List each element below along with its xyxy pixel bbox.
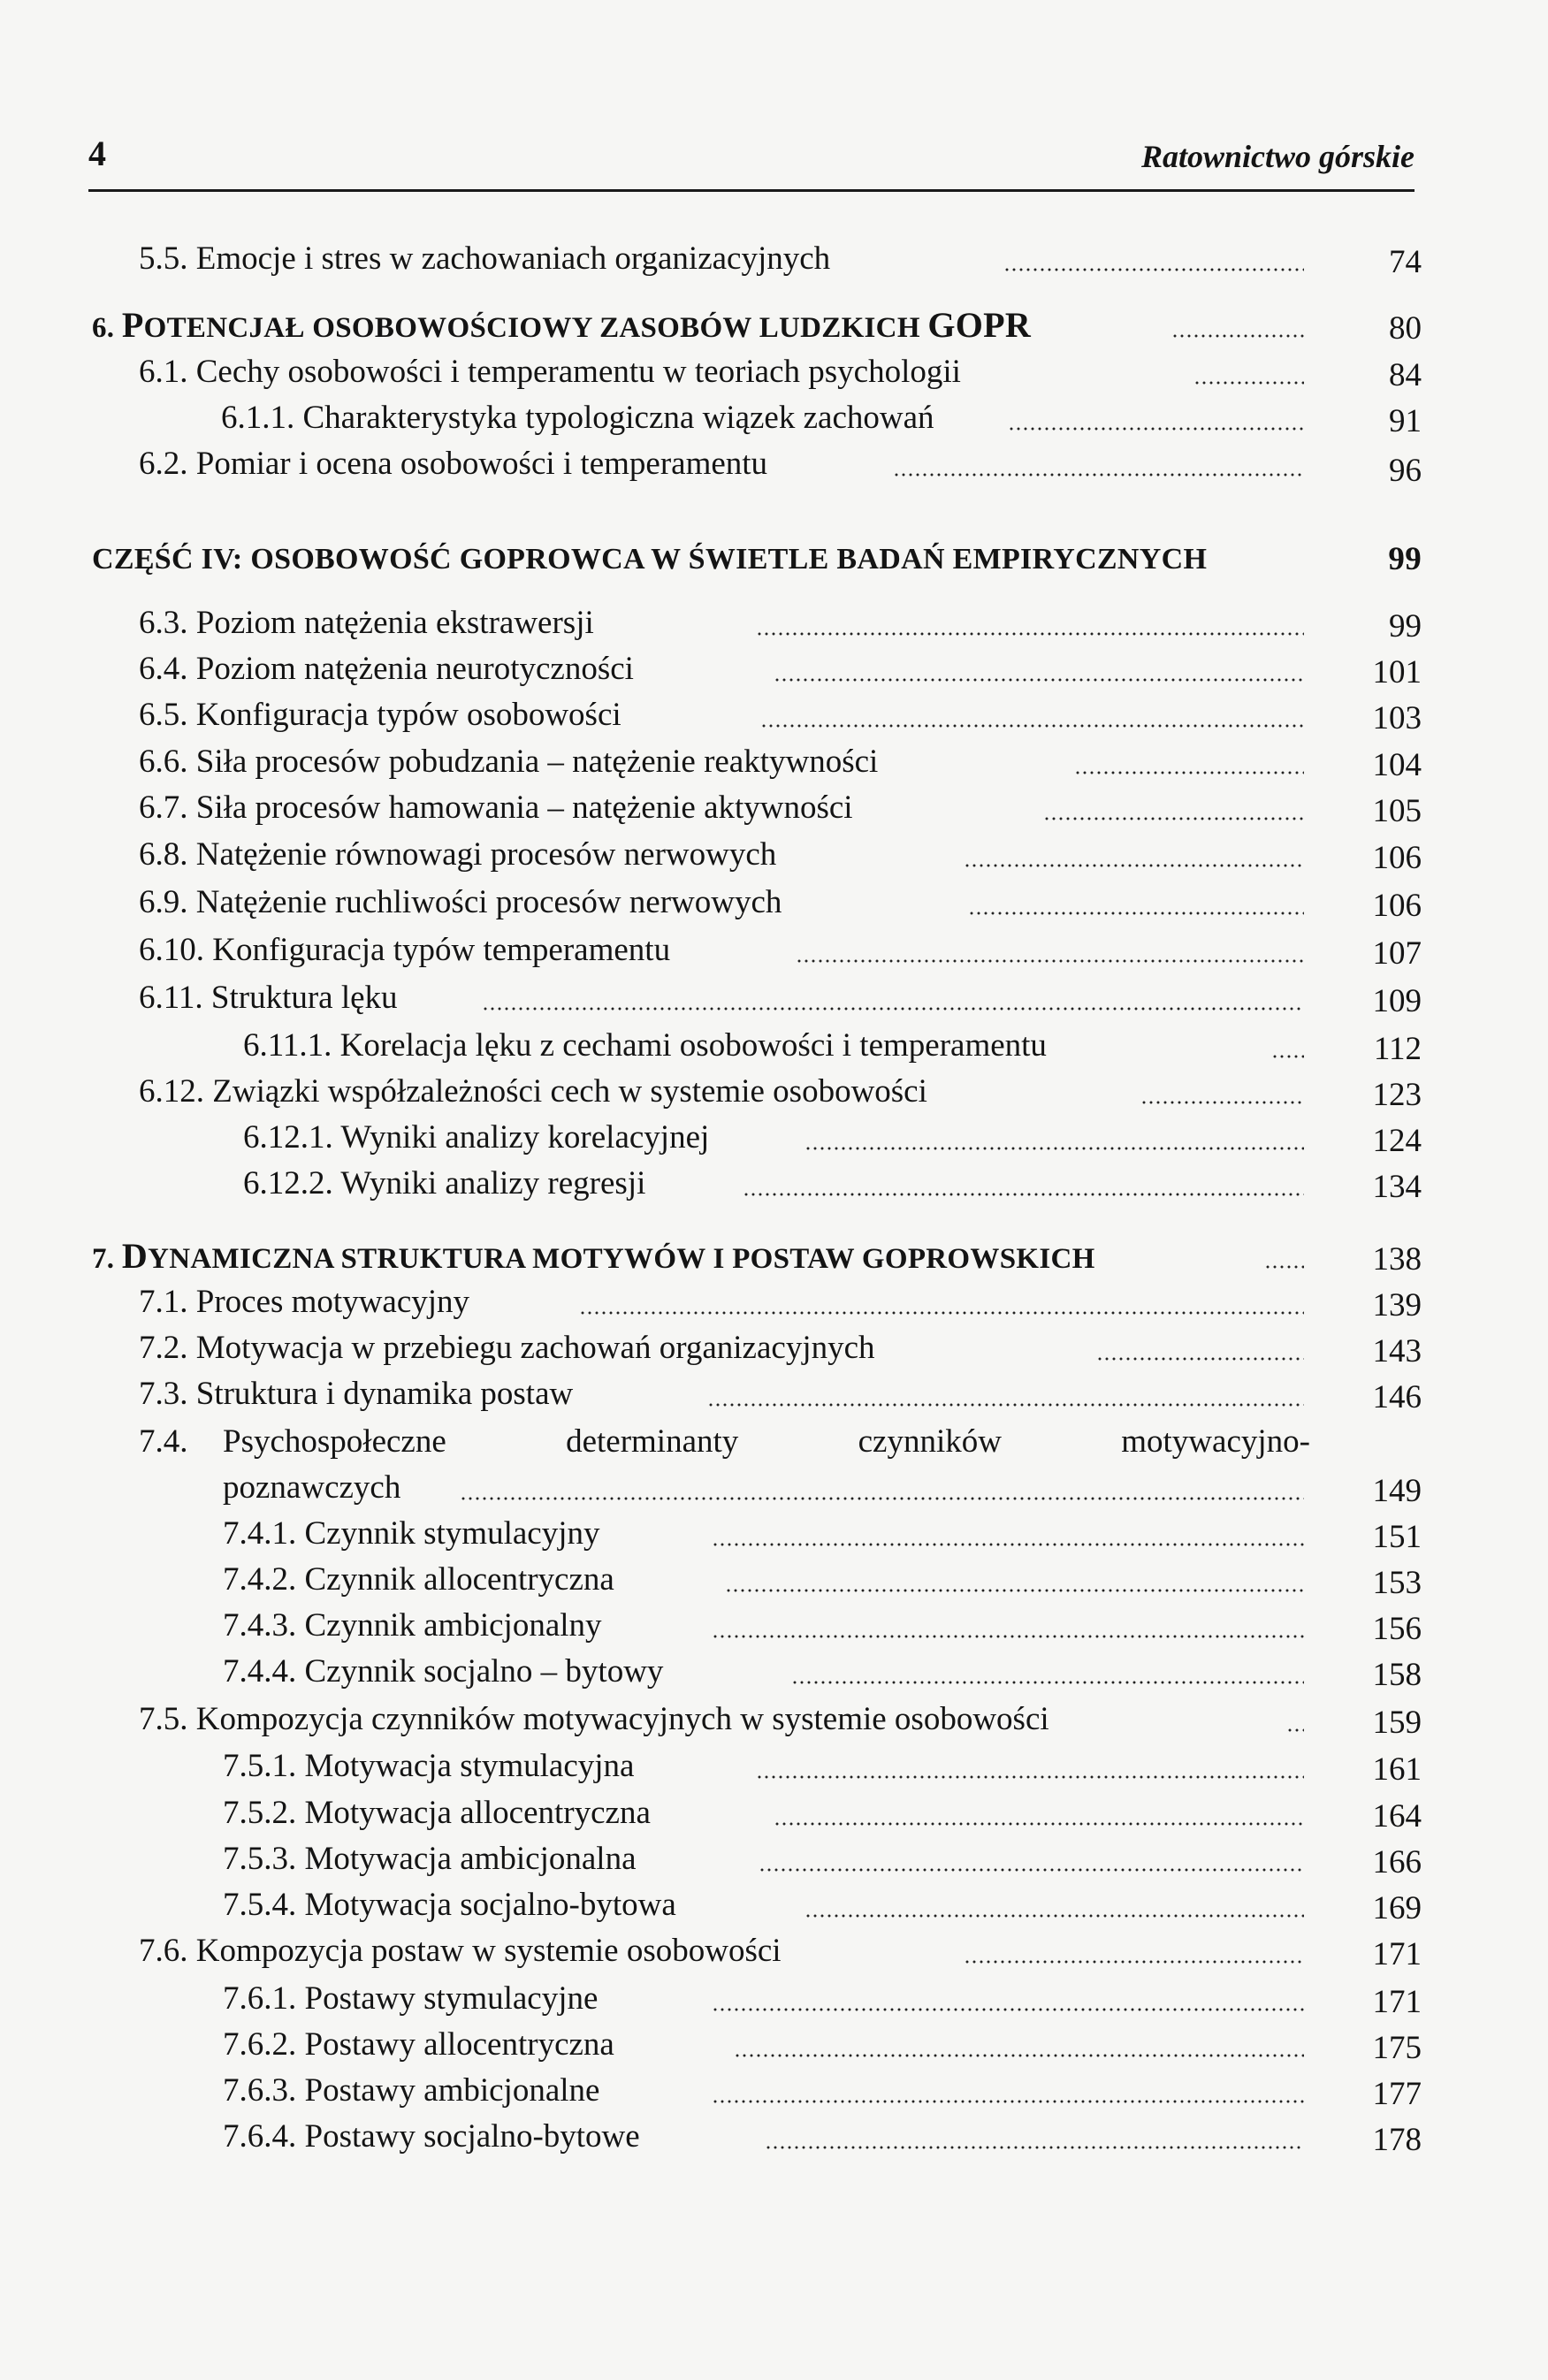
toc-entry-label: Związki współzależności cech w systemie osobowości — [212, 1073, 927, 1110]
toc-entry[interactable] — [223, 1604, 602, 1648]
leader-dots — [1003, 268, 1304, 271]
toc-entry-number: 7. — [92, 1243, 115, 1275]
toc-entry-label: Motywacja ambicjonalna — [304, 1841, 637, 1877]
toc-entry-number: 7.5. — [139, 1701, 188, 1737]
toc-entry-number: 6.11. — [139, 980, 203, 1016]
toc-entry[interactable] — [139, 350, 961, 394]
toc-entry-page: 178 — [1372, 2122, 1422, 2158]
leader-dots — [743, 1193, 1304, 1196]
toc-entry-page: 134 — [1372, 1169, 1422, 1205]
toc-entry[interactable] — [139, 740, 878, 784]
toc-entry[interactable] — [139, 1697, 1049, 1742]
leader-dots — [1264, 1265, 1304, 1269]
toc-entry[interactable] — [139, 1372, 573, 1416]
toc-entry-number: 6.10. — [139, 932, 204, 968]
leader-dots — [1140, 1101, 1304, 1104]
leader-dots — [774, 678, 1304, 682]
toc-entry-label: Siła procesów pobudzania – natężenie reaktywności — [195, 744, 879, 780]
leader-dots — [805, 1147, 1304, 1150]
leader-dots — [791, 1681, 1304, 1684]
toc-entry-number: 7.2. — [139, 1330, 188, 1366]
toc-entry[interactable] — [243, 1024, 1047, 1068]
part-title: CZĘŚĆ IV: OSOBOWOŚĆ GOPROWCA W ŚWIETLE BADAŃ EMPIRYCZNYCH — [92, 543, 1208, 576]
toc-entry-label: Natężenie ruchliwości procesów nerwowych — [195, 884, 782, 920]
toc-entry-page: 159 — [1372, 1705, 1422, 1741]
toc-entry-label: Postawy socjalno-bytowe — [304, 2118, 640, 2155]
toc-entry[interactable] — [223, 2115, 640, 2159]
toc-entry[interactable] — [139, 833, 776, 877]
leader-dots — [712, 1543, 1304, 1546]
toc-entry-label: Konfiguracja typów osobowości — [195, 697, 621, 733]
toc-entry[interactable] — [221, 396, 934, 440]
toc-entry[interactable] — [139, 647, 634, 691]
toc-entry-label: Poziom natężenia ekstrawersji — [195, 605, 594, 641]
toc-entry[interactable] — [139, 1070, 927, 1114]
toc-entry-page: 146 — [1372, 1379, 1422, 1415]
toc-entry-number: 7.4.4. — [223, 1653, 297, 1690]
toc-entry-page: 124 — [1372, 1123, 1422, 1159]
toc-entry-page: 109 — [1372, 983, 1422, 1019]
toc-entry-label[interactable] — [223, 1420, 1310, 1464]
toc-entry-number: 7.6.1. — [223, 1980, 297, 2017]
toc-entry-word: motywacyjno- — [1121, 1423, 1310, 1460]
toc-chapter[interactable] — [92, 1234, 1095, 1278]
toc-entry-number: 7.4.1. — [223, 1515, 297, 1552]
toc-entry[interactable] — [243, 1162, 645, 1206]
toc-entry-number: 7.6.3. — [223, 2072, 297, 2109]
leader-dots — [964, 1960, 1304, 1964]
toc-entry-page: 149 — [1372, 1473, 1422, 1509]
toc-entry-number: 7.4. — [139, 1423, 188, 1460]
toc-entry-page: 84 — [1389, 357, 1422, 393]
chapter-initial: D — [121, 1236, 149, 1276]
toc-entry-label: Wyniki analizy regresji — [340, 1165, 646, 1201]
toc-entry-label: Pomiar i ocena osobowości i temperamentu — [195, 446, 768, 482]
page-number: 4 — [88, 133, 106, 173]
toc-entry-label: Emocje i stres w zachowaniach organizacyjnych — [195, 240, 831, 277]
toc-entry-label: Proces motywacyjny — [195, 1284, 470, 1320]
leader-dots — [712, 2100, 1304, 2103]
toc-entry-number: 7.4.3. — [223, 1607, 297, 1644]
toc-entry-label: Czynnik stymulacyjny — [304, 1515, 600, 1552]
toc-entry-number: 7.6. — [139, 1933, 188, 1969]
toc-entry-label: Wyniki analizy korelacyjnej — [340, 1119, 710, 1156]
leader-dots — [796, 959, 1304, 963]
toc-entry[interactable] — [223, 1977, 598, 2021]
toc-entry-page: 123 — [1372, 1077, 1422, 1113]
toc-entry-number: 7.5.2. — [223, 1795, 297, 1831]
leader-dots — [1096, 1357, 1304, 1361]
toc-entry-label: Motywacja w przebiegu zachowań organizacyjnych — [195, 1330, 875, 1366]
toc-entry-page: 169 — [1372, 1890, 1422, 1926]
leader-dots — [1171, 334, 1304, 338]
toc-entry-label-continued: poznawczych — [223, 1469, 401, 1506]
toc-entry[interactable] — [139, 442, 767, 486]
toc-entry[interactable] — [139, 786, 853, 830]
toc-entry-page: 106 — [1372, 840, 1422, 876]
toc-entry[interactable] — [139, 237, 830, 281]
toc-entry[interactable] — [139, 693, 621, 737]
toc-entry[interactable] — [223, 1650, 663, 1694]
toc-entry-number: 6.9. — [139, 884, 188, 920]
toc-entry[interactable] — [139, 1326, 875, 1370]
toc-entry[interactable] — [223, 1791, 651, 1835]
toc-entry-label: Motywacja socjalno-bytowa — [304, 1887, 676, 1923]
toc-entry-number: 6.3. — [139, 605, 188, 641]
toc-entry-label: Struktura lęku — [210, 980, 398, 1016]
toc-entry-word: determinanty — [566, 1423, 739, 1460]
toc-entry-page: 106 — [1372, 888, 1422, 924]
toc-entry-page: 164 — [1372, 1798, 1422, 1835]
toc-entry-page: 153 — [1372, 1565, 1422, 1601]
toc-entry-page: 96 — [1389, 453, 1422, 489]
toc-entry-label: Postawy allocentryczna — [304, 2026, 614, 2063]
toc-entry-page: 91 — [1389, 403, 1422, 439]
toc-entry[interactable] — [223, 1512, 600, 1556]
running-title: Ratownictwo górskie — [1140, 139, 1415, 174]
toc-entry-label: Czynnik socjalno – bytowy — [304, 1653, 664, 1690]
toc-chapter[interactable] — [92, 303, 1031, 347]
toc-entry[interactable] — [223, 1744, 634, 1789]
toc-entry-number: 6.2. — [139, 446, 188, 482]
toc-entry-label: Korelacja lęku z cechami osobowości i temperamentu — [339, 1027, 1047, 1064]
leader-dots — [964, 864, 1304, 867]
toc-entry-number: 6.12.2. — [243, 1165, 333, 1201]
toc-entry-page: 171 — [1372, 1984, 1422, 2020]
toc-entry-page: 151 — [1372, 1519, 1422, 1555]
leader-dots — [805, 1914, 1304, 1918]
toc-entry-label: Natężenie równowagi procesów nerwowych — [195, 836, 777, 873]
toc-entry-number: 6. — [92, 312, 115, 344]
toc-entry-page: 99 — [1388, 541, 1422, 577]
toc-entry-page: 105 — [1372, 793, 1422, 829]
toc-entry[interactable] — [139, 976, 398, 1020]
toc-entry-label: Kompozycja postaw w systemie osobowości — [195, 1933, 782, 1969]
toc-entry-number: 7.5.3. — [223, 1841, 297, 1877]
leader-dots — [1286, 1728, 1304, 1732]
toc-entry-number: 7.3. — [139, 1376, 188, 1412]
toc-entry-page: 104 — [1372, 747, 1422, 783]
toc-entry-page: 158 — [1372, 1657, 1422, 1693]
toc-entry-number: 7.4.2. — [223, 1561, 297, 1598]
leader-dots — [1193, 381, 1304, 385]
toc-entry-number: 6.11.1. — [243, 1027, 332, 1064]
toc-entry-page: 80 — [1389, 310, 1422, 347]
toc-entry-number: 6.12.1. — [243, 1119, 333, 1156]
toc-entry-label: Cechy osobowości i temperamentu w teoriach psychologii — [195, 354, 961, 390]
toc-entry[interactable] — [223, 1883, 676, 1927]
toc-entry-number: 7.6.4. — [223, 2118, 297, 2155]
toc-entry[interactable] — [223, 1837, 637, 1881]
leader-dots — [756, 1775, 1304, 1779]
toc-entry-page: 175 — [1372, 2030, 1422, 2066]
toc-entry-label: Postawy stymulacyjne — [304, 1980, 599, 2017]
leader-dots — [734, 2054, 1304, 2057]
toc-entry-number: 7.1. — [139, 1284, 188, 1320]
toc-entry[interactable] — [243, 1116, 709, 1160]
toc-entry-label: Czynnik allocentryczna — [304, 1561, 614, 1598]
chapter-title: OTENCJAŁ OSOBOWOŚCIOWY ZASOBÓW LUDZKICH — [143, 312, 928, 344]
leader-dots — [712, 1635, 1304, 1638]
leader-dots — [712, 2008, 1304, 2011]
toc-entry-page: 138 — [1372, 1241, 1422, 1278]
toc-entry-label: Czynnik ambicjonalny — [304, 1607, 602, 1644]
toc-entry-page: 107 — [1372, 935, 1422, 972]
toc-entry-number: 7.6.2. — [223, 2026, 297, 2063]
leader-dots — [1008, 427, 1304, 431]
toc-entry[interactable] — [223, 2023, 614, 2067]
leader-dots — [759, 1868, 1304, 1872]
toc-entry-page: 171 — [1372, 1936, 1422, 1972]
toc-entry-number: 6.6. — [139, 744, 188, 780]
toc-entry-label: Motywacja allocentryczna — [304, 1795, 651, 1831]
toc-entry-label: Motywacja stymulacyjna — [304, 1748, 635, 1784]
leader-dots — [756, 632, 1304, 636]
leader-dots — [579, 1311, 1304, 1315]
toc-entry-label: Charakterystyka typologiczna wiązek zachowań — [302, 400, 934, 436]
leader-dots — [725, 1589, 1304, 1592]
toc-entry-number: 6.5. — [139, 697, 188, 733]
leader-dots — [774, 1822, 1304, 1826]
toc-entry-number: 6.7. — [139, 790, 188, 826]
leader-dots — [968, 912, 1304, 915]
toc-entry-word: Psychospołeczne — [223, 1423, 446, 1460]
toc-entry-label: Struktura i dynamika postaw — [195, 1376, 574, 1412]
toc-entry-number: 6.1.1. — [221, 400, 295, 436]
leader-dots — [482, 1007, 1304, 1011]
chapter-initial: P — [121, 305, 144, 345]
toc-entry-number: 6.12. — [139, 1073, 204, 1110]
toc-entry-number: 6.4. — [139, 651, 188, 687]
toc-entry-page: 101 — [1372, 654, 1422, 690]
chapter-title: YNAMICZNA STRUKTURA MOTYWÓW I POSTAW GOPROWSKICH — [148, 1243, 1095, 1275]
toc-entry-page: 99 — [1389, 608, 1422, 645]
toc-entry-page: 112 — [1373, 1031, 1422, 1067]
toc-entry-number: 7.5.1. — [223, 1748, 297, 1784]
leader-dots — [760, 724, 1304, 728]
toc-entry[interactable] — [223, 1558, 614, 1602]
leader-dots — [1271, 1055, 1304, 1058]
toc-entry-page: 161 — [1372, 1751, 1422, 1788]
toc-entry-number: 6.8. — [139, 836, 188, 873]
toc-entry-label: Postawy ambicjonalne — [304, 2072, 600, 2109]
leader-dots — [765, 2146, 1304, 2149]
leader-dots — [707, 1403, 1304, 1407]
toc-entry-number: 7.5.4. — [223, 1887, 297, 1923]
toc-entry-number: 6.1. — [139, 354, 188, 390]
toc-entry-label: Poziom natężenia neurotyczności — [195, 651, 634, 687]
toc-part-heading[interactable] — [92, 538, 1207, 582]
chapter-title-acronym: GOPR — [927, 305, 1032, 345]
toc-entry-page: 139 — [1372, 1287, 1422, 1323]
toc-entry-label: Konfiguracja typów temperamentu — [212, 932, 671, 968]
leader-dots — [1074, 771, 1304, 774]
toc-entry-word: czynników — [858, 1423, 1002, 1460]
toc-entry-page: 103 — [1372, 700, 1422, 736]
leader-dots — [1043, 817, 1304, 820]
leader-dots — [460, 1497, 1304, 1500]
toc-entry-label: Siła procesów hamowania – natężenie aktywności — [195, 790, 853, 826]
page-header — [88, 133, 1415, 192]
toc-entry-page: 156 — [1372, 1611, 1422, 1647]
toc-entry[interactable] — [139, 601, 594, 645]
toc-entry[interactable] — [223, 2069, 599, 2113]
toc-entry-page: 74 — [1389, 244, 1422, 280]
toc-entry[interactable] — [139, 1280, 469, 1324]
toc-entry-page: 143 — [1372, 1333, 1422, 1369]
toc-entry-page: 177 — [1372, 2076, 1422, 2112]
toc-entry-number: 5.5. — [139, 240, 188, 277]
toc-entry-label: Kompozycja czynników motywacyjnych w systemie osobowości — [195, 1701, 1049, 1737]
toc-entry-page: 166 — [1372, 1844, 1422, 1880]
toc-entry[interactable] — [139, 928, 670, 973]
toc-entry[interactable] — [139, 881, 782, 925]
toc-entry[interactable] — [139, 1929, 782, 1973]
leader-dots — [893, 473, 1304, 477]
